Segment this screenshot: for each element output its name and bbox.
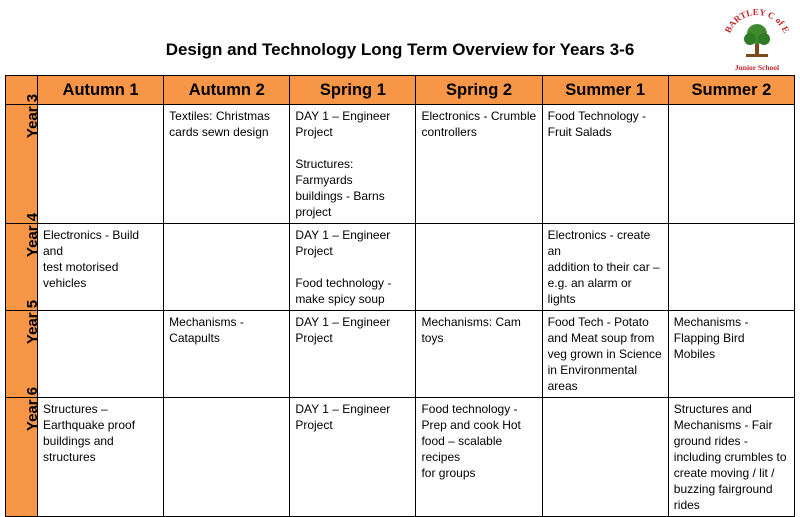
- table-cell: DAY 1 – Engineer Project: [290, 398, 416, 517]
- table-row: [6, 311, 795, 398]
- table-cell: Structures – Earthquake proof buildings and structures: [38, 398, 164, 517]
- table-cell: Mechanisms - Catapults: [164, 311, 290, 398]
- table-row: [6, 398, 795, 517]
- row-header: Year 6: [6, 398, 38, 517]
- logo-top-text: BARTLEY C of E: [722, 6, 792, 35]
- table-cell: DAY 1 – Engineer Project: [290, 311, 416, 398]
- table-cell: [416, 224, 542, 311]
- table-row: [6, 224, 795, 311]
- table-cell: [38, 105, 164, 224]
- page-title: Design and Technology Long Term Overview for Years 3-6: [165, 40, 635, 59]
- tree-crest-icon: [744, 24, 770, 57]
- row-header: Year 3: [6, 105, 38, 224]
- column-header: Autumn 1: [38, 76, 164, 105]
- table-cell: [164, 398, 290, 517]
- column-header: Spring 1: [290, 76, 416, 105]
- table-cell: DAY 1 – Engineer Project Food technology - make spicy soup: [290, 224, 416, 311]
- logo-bottom-text: Junior School: [734, 63, 780, 72]
- column-header: Summer 1: [542, 76, 668, 105]
- table-cell: [668, 224, 794, 311]
- column-header: Summer 2: [668, 76, 794, 105]
- school-logo: [718, 4, 796, 74]
- table-cell: Structures and Mechanisms - Fair ground rides - including crumbles to create moving / lit / buzzing fairground rides: [668, 398, 794, 517]
- overview-table: [5, 75, 795, 517]
- table-cell: Mechanisms: Cam toys: [416, 311, 542, 398]
- table-cell: Electronics - Build and test motorised vehicles: [38, 224, 164, 311]
- header-row: [6, 76, 795, 105]
- table-cell: [668, 105, 794, 224]
- column-header: Autumn 2: [164, 76, 290, 105]
- table-cell: Electronics - Crumble controllers: [416, 105, 542, 224]
- table-cell: [542, 398, 668, 517]
- table-row: [6, 105, 795, 224]
- row-header: Year 4: [6, 224, 38, 311]
- table-cell: Mechanisms - Flapping Bird Mobiles: [668, 311, 794, 398]
- table-cell: Food Tech - Potato and Meat soup from veg grown in Science in Environmental areas: [542, 311, 668, 398]
- table-cell: Food Technology - Fruit Salads: [542, 105, 668, 224]
- row-header: Year 5: [6, 311, 38, 398]
- table-cell: Textiles: Christmas cards sewn design: [164, 105, 290, 224]
- table-cell: DAY 1 – Engineer Project Structures: Farmyards buildings - Barns project: [290, 105, 416, 224]
- table-cell: [38, 311, 164, 398]
- table-cell: Food technology - Prep and cook Hot food – scalable recipes for groups: [416, 398, 542, 517]
- column-header: Spring 2: [416, 76, 542, 105]
- table-cell: [164, 224, 290, 311]
- table-cell: Electronics - create an addition to their car – e.g. an alarm or lights: [542, 224, 668, 311]
